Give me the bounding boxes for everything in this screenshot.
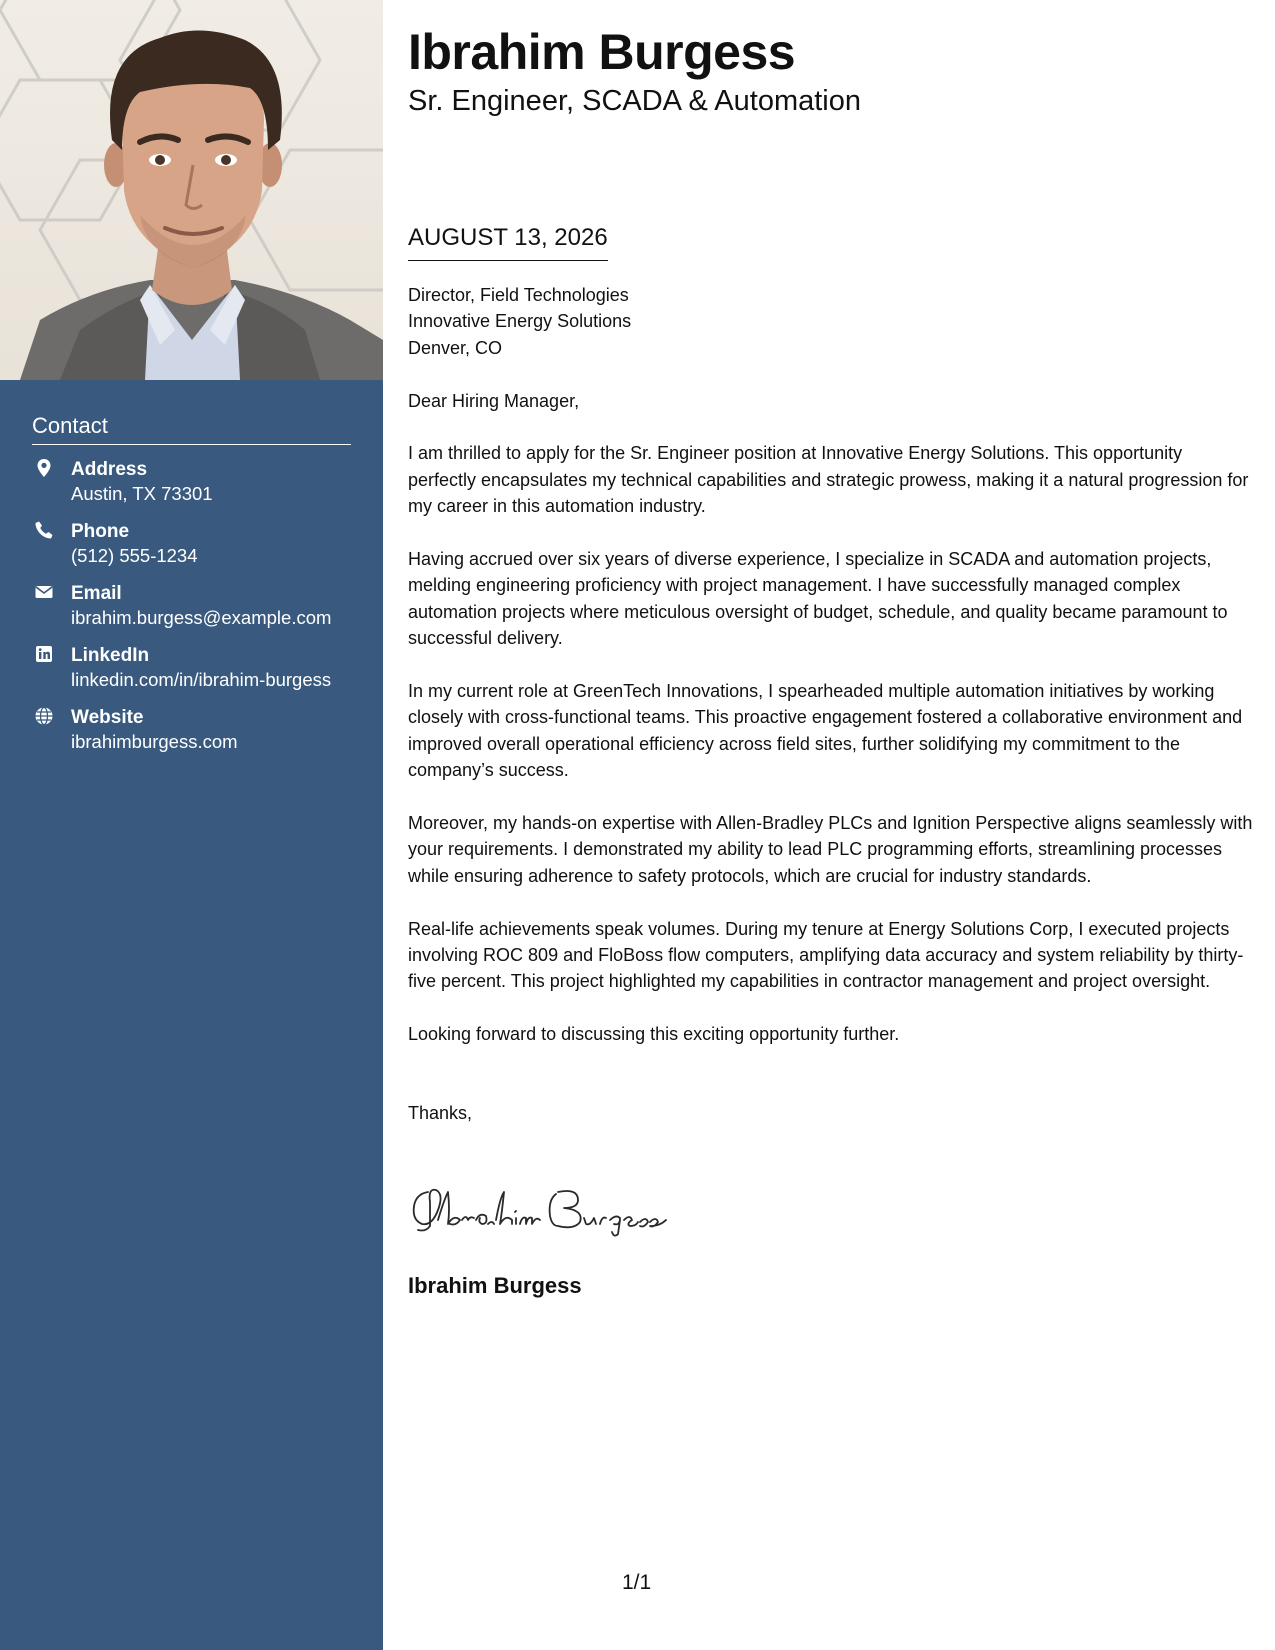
address-label: Address xyxy=(71,459,148,480)
envelope-icon xyxy=(34,582,54,602)
recipient-line: Director, Field Technologies xyxy=(408,285,629,305)
letter-body xyxy=(408,282,1253,1126)
applicant-title: Sr. Engineer, SCADA & Automation xyxy=(408,85,861,117)
handwritten-signature xyxy=(408,1180,678,1245)
sidebar xyxy=(0,0,383,1650)
phone-icon xyxy=(34,520,54,540)
letter-date: AUGUST 13, 2026 xyxy=(408,222,608,261)
contact-linkedin xyxy=(32,643,351,692)
signer-name: Ibrahim Burgess xyxy=(408,1273,582,1298)
paragraph: Having accrued over six years of diverse experience, I specialize in SCADA and automation projects, melding engineering proficiency with project management. I have successfully managed complex automation projects where meticulous oversight of budget, schedule, and quality became paramount to successful delivery. xyxy=(408,549,1228,649)
paragraph: Real-life achievements speak volumes. During my tenure at Energy Solutions Corp, I executed projects involving ROC 809 and FloBoss flow computers, amplifying data accuracy and system reliability by thirty-five percent. This project highlighted my capabilities in contractor management and project oversight. xyxy=(408,918,1244,992)
linkedin-label: LinkedIn xyxy=(71,645,150,666)
contact-section xyxy=(32,412,351,767)
contact-phone xyxy=(32,519,351,568)
contact-address xyxy=(32,457,351,506)
website-label: Website xyxy=(71,707,144,728)
recipient-block xyxy=(408,282,1253,361)
contact-email xyxy=(32,581,351,630)
page-number: 1/1 xyxy=(622,1571,652,1594)
email-value[interactable]: ibrahim.burgess@example.com xyxy=(71,607,332,628)
applicant-name: Ibrahim Burgess xyxy=(408,24,796,80)
recipient-line: Innovative Energy Solutions xyxy=(408,311,632,332)
paragraph: Moreover, my hands-on expertise with Allen-Bradley PLCs and Ignition Perspective aligns seamlessly with your requirements. I demonstrated my ability to lead PLC programming efforts, streamlining processes while ensuring adherence to safety protocols, which are crucial for industry standards. xyxy=(408,813,1253,886)
recipient-line: Denver, CO xyxy=(408,337,503,358)
website-value[interactable]: ibrahimburgess.com xyxy=(71,731,238,752)
linkedin-icon xyxy=(34,644,54,664)
contact-website xyxy=(32,705,351,754)
linkedin-value[interactable]: linkedin.com/in/ibrahim-burgess xyxy=(71,669,332,690)
paragraph: Looking forward to discussing this exciting opportunity further. xyxy=(408,1024,900,1045)
map-pin-icon xyxy=(34,458,54,478)
closing: Thanks, xyxy=(408,1102,473,1123)
phone-value: (512) 555-1234 xyxy=(71,545,198,566)
address-value: Austin, TX 73301 xyxy=(71,483,213,504)
globe-icon xyxy=(34,706,54,726)
profile-photo xyxy=(0,0,383,380)
salutation: Dear Hiring Manager, xyxy=(408,390,580,411)
phone-label: Phone xyxy=(71,521,130,542)
paragraph: In my current role at GreenTech Innovations, I spearheaded multiple automation initiatives by working closely with cross-functional teams. This proactive engagement fostered a collaborative environment and improved overall operational efficiency across field sites, further solidifying my commitment to the company’s success. xyxy=(408,681,1243,781)
contact-heading: Contact xyxy=(32,412,351,445)
paragraph: I am thrilled to apply for the Sr. Engineer position at Innovative Energy Solutions. This opportunity perfectly encapsulates my technical capabilities and strategic prowess, making it a natural progression for my career in this automation industry. xyxy=(408,443,1249,517)
email-label: Email xyxy=(71,583,122,604)
